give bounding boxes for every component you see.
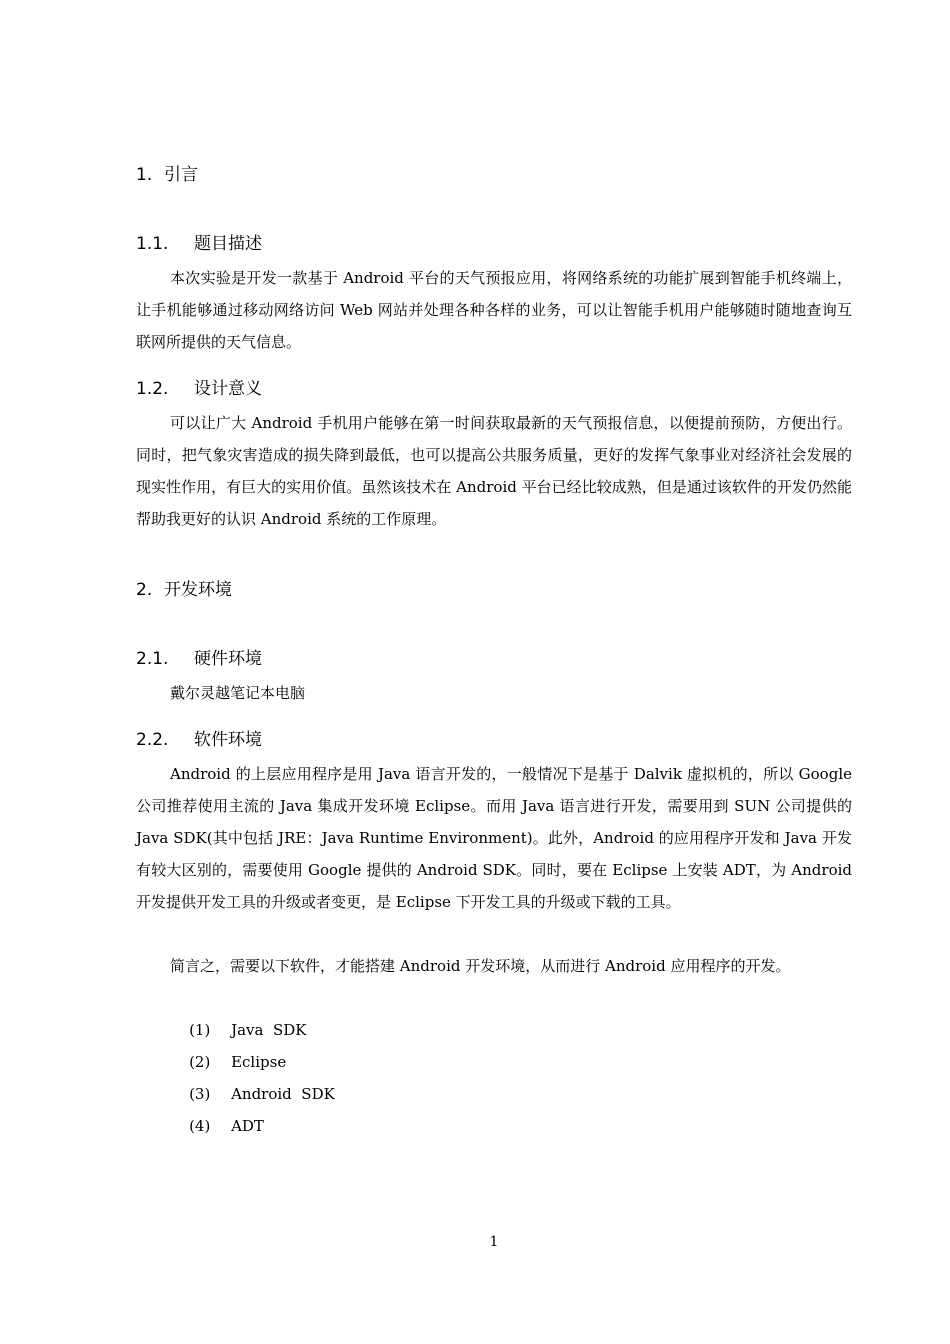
- section-title: 开发环境: [164, 580, 232, 600]
- list-text: ADT: [231, 1117, 264, 1135]
- list-marker: (1): [189, 1021, 211, 1039]
- list-marker: (4): [189, 1117, 211, 1135]
- section-heading-dev-environment: [136, 575, 232, 600]
- paragraph-topic-description: 本次实验是开发一款基于 Android 平台的天气预报应用，将网络系统的功能扩展到智能手机终端上，让手机能够通过移动网络访问 Web 网站并处理各种各样的业务，可以让智能手机用户能够随时随地查询互联网所提供的天气信息。: [136, 269, 852, 351]
- subsection-title: 题目描述: [194, 234, 262, 254]
- subsection-title: 硬件环境: [194, 649, 262, 669]
- subsection-heading-design-significance: [136, 374, 262, 399]
- section-title: 引言: [164, 165, 198, 185]
- subsection-title: 软件环境: [194, 730, 262, 750]
- subsection-heading-topic-description: [136, 229, 262, 254]
- subsection-number: 2.1.: [136, 649, 169, 669]
- list-marker: (2): [189, 1053, 211, 1071]
- paragraph-software-environment: Android 的上层应用程序是用 Java 语言开发的，一般情况下是基于 Dalvik 虚拟机的，所以 Google 公司推荐使用主流的 Java 集成开发环境 Eclipse。而用 Java 语言进行开发，需要用到 SUN 公司提供的 Java SDK(其中包括 JRE：Java Runtime Environment)。此外，Android 的应用程序开发和 Java 开发有较大区别的，需要使用 Google 提供的 Android SDK。同时，要在 Eclipse 上安装 ADT，为 Android 开发提供开发工具的升级或者变更，是 Eclipse 下开发工具的升级或下载的工具。: [136, 765, 852, 911]
- subsection-heading-software: [136, 725, 262, 750]
- subsection-number: 2.2.: [136, 730, 169, 750]
- subsection-heading-hardware: [136, 644, 262, 669]
- section-heading-introduction: [136, 160, 198, 185]
- subsection-number: 1.1.: [136, 234, 169, 254]
- paragraph-design-significance: 可以让广大 Android 手机用户能够在第一时间获取最新的天气预报信息，以便提前预防，方便出行。同时，把气象灾害造成的损失降到最低，也可以提高公共服务质量，更好的发挥气象事业对经济社会发展的现实性作用，有巨大的实用价值。虽然该技术在 Android 平台已经比较成熟，但是通过该软件的开发仍然能帮助我更好的认识 Android 系统的工作原理。: [136, 414, 852, 528]
- list-text: Java SDK: [231, 1021, 307, 1039]
- section-number: 1.: [136, 165, 153, 185]
- list-marker: (3): [189, 1085, 211, 1103]
- subsection-title: 设计意义: [194, 379, 262, 399]
- subsection-number: 1.2.: [136, 379, 169, 399]
- section-number: 2.: [136, 580, 153, 600]
- hardware-description: 戴尔灵越笔记本电脑: [170, 684, 306, 702]
- page-number: 1: [489, 1234, 499, 1250]
- list-text: Eclipse: [231, 1053, 287, 1071]
- list-item: [170, 1078, 264, 1174]
- paragraph-software-summary: 简言之，需要以下软件，才能搭建 Android 开发环境，从而进行 Android 应用程序的开发。: [170, 957, 791, 975]
- list-text: Android SDK: [231, 1085, 335, 1103]
